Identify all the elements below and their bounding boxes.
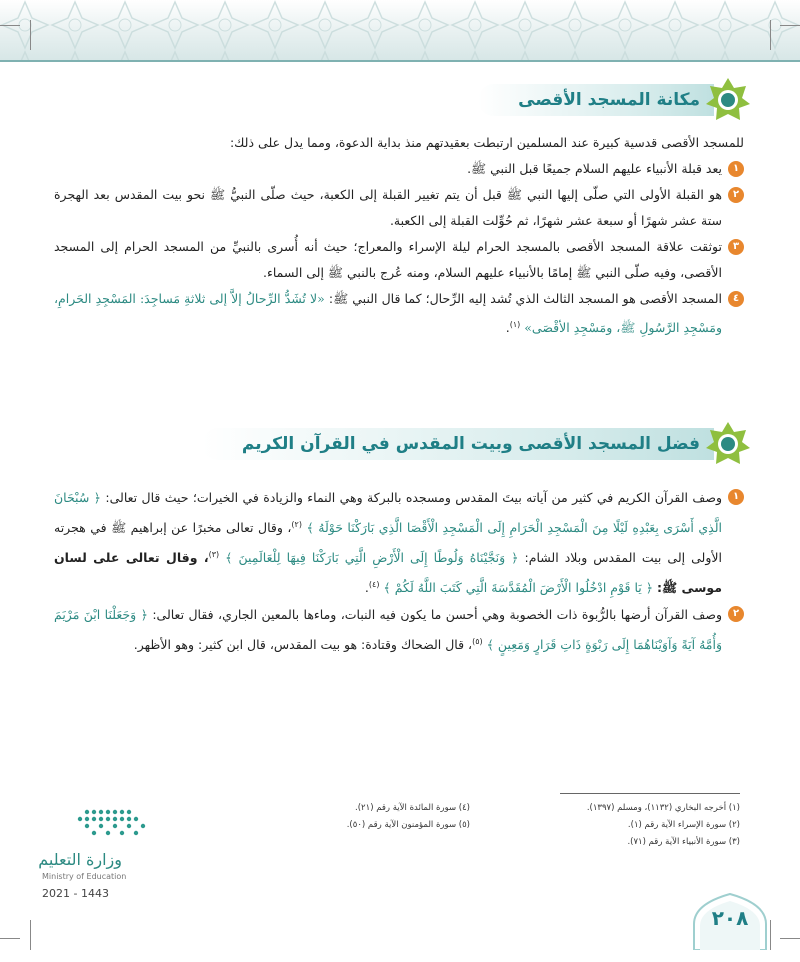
item-text: ، وقال تعالى على لسان موسى ﷺ:	[54, 550, 722, 596]
item-number-badge: ١	[728, 489, 744, 505]
page-number: ٢٠٨	[711, 906, 749, 930]
item-text: وصف القرآن أرضها بالرُّبوة ذات الخصوبة وهي أحسن ما يكون فيه النبات، وماءها بالمعين الجاري، فقال تعالى:	[152, 607, 722, 623]
section-heading-bar	[202, 428, 714, 460]
crop-mark	[0, 25, 20, 26]
ministry-name-arabic: وزارة التعليم	[38, 850, 122, 869]
arabesque-pattern	[0, 0, 800, 62]
list-item	[54, 156, 744, 182]
quran-verse: ﴿ سُبْحَانَ الَّذِي أَسْرَى بِعَبْدِهِ لَيْلًا مِنَ الْمَسْجِدِ الْحَرَامِ إِلَى الْمَسْجِدِ الْأَقْصَا الَّذِي بَارَكْنَا حَوْلَهُ ﴾	[54, 490, 723, 536]
section-title: مكانة المسجد الأقصى	[518, 90, 700, 110]
section-title: فضل المسجد الأقصى وبيت المقدس في القرآن الكريم	[241, 434, 700, 454]
ministry-name-english: Ministry of Education	[42, 872, 127, 881]
edition-year: 2021 - 1443	[42, 887, 109, 900]
footnote-ref: (٢)	[291, 520, 302, 529]
footnote: (٤) سورة المائدة الآية رقم (٢١).	[355, 803, 470, 813]
section1-intro: للمسجد الأقصى قدسية كبيرة عند المسلمين ارتبطت بعقيدتهم منذ بداية الدعوة، ومما يدل على ذلك:	[229, 135, 744, 150]
item-number-badge: ٢	[728, 606, 744, 622]
item-text: ، قال الضحاك وقتادة: هو بيت المقدس، قال ابن كثير: وهو الأظهر.	[133, 637, 473, 653]
section-heading-virtue	[202, 424, 752, 464]
footnote-ref: (٥)	[472, 637, 483, 647]
footnote-divider	[560, 793, 740, 794]
footnote: (٢) سورة الإسراء الآية رقم (١).	[627, 820, 740, 830]
footnotes-left	[280, 800, 470, 834]
hadith-quote: «لا تُشَدُّ الرِّحالُ إلاَّ إلى ثلاثةِ مَساجِدَ: المَسْجِدِ الحَرامِ، ومَسْجِدِ الرَّسُولِ ﷺ، ومَسْجِدِ الأقْصَى»	[54, 291, 722, 336]
list-item: ٤ المسجد الأقصى هو المسجد الثالث الذي تُشد إليه الرِّحال؛ كما قال النبي ﷺ: «لا تُشَدُّ الرِّحالُ إلاَّ إلى ثلاثةِ مَساجِدَ: المَسْجِدِ الحَرامِ، ومَسْجِدِ الرَّسُولِ ﷺ، ومَسْجِدِ الأقْصَى» $^{(١)}$.	[54, 286, 744, 341]
header-pattern-band	[0, 0, 800, 62]
footnote: (٥) سورة المؤمنون الآية رقم (٥٠).	[346, 820, 470, 830]
footnotes-right	[490, 800, 740, 851]
section2-body	[54, 484, 744, 659]
item-text: المسجد الأقصى هو المسجد الثالث الذي تُشد إليه الرِّحال؛ كما قال النبي ﷺ:	[328, 291, 723, 306]
crop-mark	[30, 920, 31, 950]
footnote-ref: (١)	[509, 320, 521, 329]
section-heading-status	[478, 80, 752, 120]
footnote-ref: (٣)	[208, 550, 220, 560]
item-number-badge: ٤	[728, 291, 744, 307]
page-number-badge	[690, 890, 770, 950]
list-item	[54, 182, 744, 234]
crop-mark	[770, 20, 771, 50]
ministry-dots-icon	[42, 808, 152, 844]
item-text: ، وقال تعالى مخبرًا عن إبراهيم ﷺ في هجرته الأولى إلى بيت المقدس وبلاد الشام:	[54, 520, 722, 566]
footnote-ref: (٤)	[368, 580, 380, 590]
crop-mark	[780, 25, 800, 26]
section-heading-bar	[478, 84, 714, 116]
item-number-badge: ٢	[728, 187, 744, 203]
list-item: ١ وصف القرآن الكريم في كثير من آياته بيتَ المقدس ومسجده بالبركة وهي النماء والزيادة في الخيرات؛ حيث قال تعالى: ﴿ سُبْحَانَ الَّذِي أَسْرَى بِعَبْدِهِ لَيْلًا مِنَ الْمَسْجِدِ الْحَرَامِ إِلَى الْمَسْجِدِ الْأَقْصَا الَّذِي بَارَكْنَا حَوْلَهُ ﴾ $^{(٢)}$، وقال تعالى مخبرًا عن إبراهيم ﷺ في هجرته الأولى إلى بيت المقدس وبلاد الشام: ﴿ وَنَجَّيْنَاهُ وَلُوطًا إِلَى الْأَرْضِ الَّتِي بَارَكْنَا فِيهَا لِلْعَالَمِينَ ﴾ $^{(٣)}$، وقال تعالى على لسان موسى ﷺ: ﴿ يَا قَوْمِ ادْخُلُوا الْأَرْضَ الْمُقَدَّسَةَ الَّتِي كَتَبَ اللَّهُ لَكُمْ ﴾ $^{(٤)}$.	[54, 484, 744, 601]
crop-mark	[0, 938, 20, 939]
list-item	[54, 601, 744, 658]
quran-verse: ﴿ يَا قَوْمِ ادْخُلُوا الْأَرْضَ الْمُقَدَّسَةَ الَّتِي كَتَبَ اللَّهُ لَكُمْ ﴾	[383, 580, 654, 596]
item-text: وصف القرآن الكريم في كثير من آياته بيتَ المقدس ومسجده بالبركة وهي النماء والزيادة في الخيرات؛ حيث قال تعالى:	[105, 490, 722, 505]
footnote: (٣) سورة الأنبياء الآية رقم (٧١).	[627, 837, 740, 847]
star-ornament-icon	[704, 76, 752, 124]
item-text: يعد قبلة الأنبياء عليهم السلام جميعًا قبل النبي ﷺ.	[467, 161, 722, 176]
ministry-logo	[38, 808, 157, 900]
item-number-badge: ٣	[728, 239, 744, 255]
footnote: (١) أخرجه البخاري (١١٣٢)، ومسلم (١٣٩٧).	[586, 803, 740, 813]
quran-verse: ﴿ وَجَعَلْنَا ابْنَ مَرْيَمَ وَأُمَّهُ آيَةً وَآوَيْنَاهُمَا إِلَى رَبْوَةٍ ذَاتِ قَرَارٍ وَمَعِينٍ ﴾	[54, 607, 722, 653]
star-ornament-icon	[704, 420, 752, 468]
section1-body	[54, 130, 744, 341]
item-text: توثقت علاقة المسجد الأقصى بالمسجد الحرام ليلة الإسراء والمعراج؛ حيث أنه أُسرى بالنبيِّ من المسجد الحرام إلى المسجد الأقصى، وفيه صلّى النبي ﷺ إمامًا بالأنبياء عليهم السلام، ومنه عُرج بالنبي ﷺ إلى السماء.	[54, 239, 722, 280]
quran-verse: ﴿ وَنَجَّيْنَاهُ وَلُوطًا إِلَى الْأَرْضِ الَّتِي بَارَكْنَا فِيهَا لِلْعَالَمِينَ ﴾	[225, 550, 519, 566]
list-item	[54, 234, 744, 286]
item-text: هو القبلة الأولى التي صلّى إليها النبي ﷺ قبل أن يتم تغيير القبلة إلى الكعبة، حيث صلّى النبيُّ ﷺ نحو بيت المقدس بعد الهجرة ستة عشر شهرًا أو سبعة عشر شهرًا، ثم حُوِّلت القبلة إلى الكعبة.	[54, 187, 722, 228]
crop-mark	[30, 20, 31, 50]
crop-mark	[780, 938, 800, 939]
crop-mark	[770, 920, 771, 950]
item-number-badge: ١	[728, 161, 744, 177]
